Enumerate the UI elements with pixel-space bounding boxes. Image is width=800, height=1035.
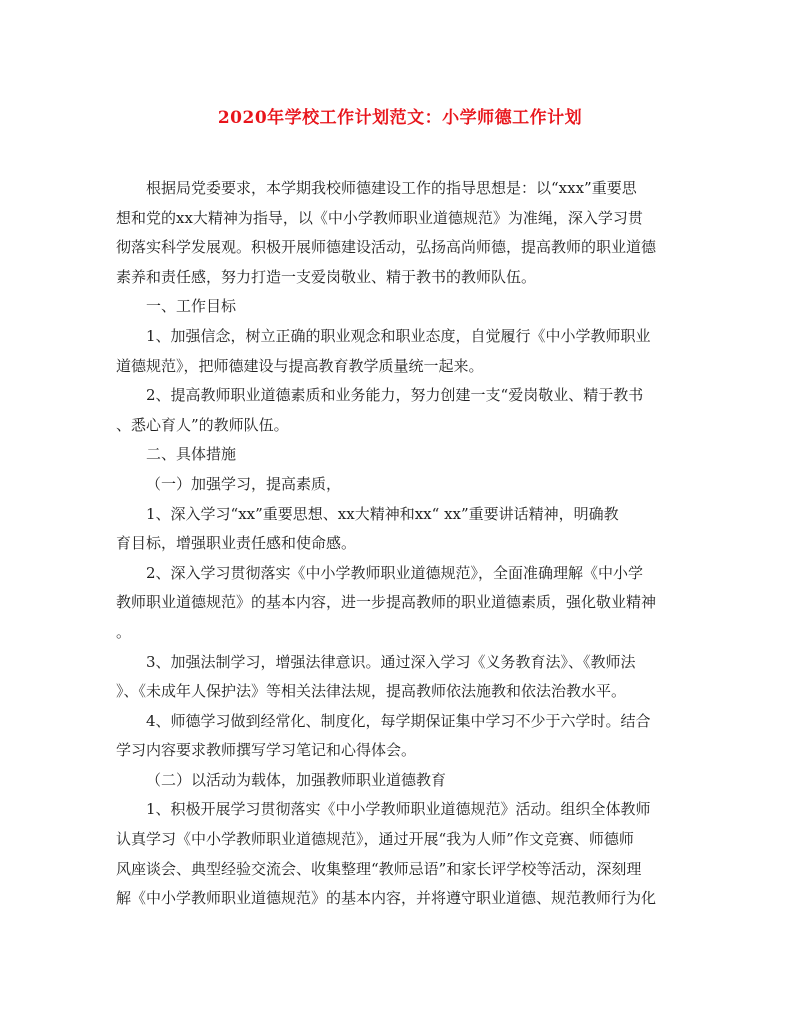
heading-work-goals: 一、工作目标: [146, 297, 237, 316]
document-body: [116, 174, 692, 914]
document-title: 2020年学校工作计划范文：小学师德工作计划: [217, 108, 583, 128]
paragraph-guiding-thought: 根据局党委要求，本学期我校师德建设工作的指导思想是：以“xxx”重要思 想和党的xx大精神为指导，以《中小学教师职业道德规范》为准绳，深入学习贯 彻落实科学发展观。积极开展师德建设活动，弘扬高尚师德，提高教师的职业道德 素养和责任感，努力打造一支爱岗敬业、精于教书的教师队伍。: [116, 179, 657, 286]
paragraph-study-1: 1、深入学习“xx”重要思想、xx大精神和xx“ xx”重要讲话精神，明确教 育目标，增强职业责任感和使命感。: [116, 504, 619, 553]
heading-specific-measures: 二、具体措施: [146, 445, 237, 464]
subheading-strengthen-study: （一）加强学习，提高素质，: [146, 474, 342, 493]
paragraph-study-4: 4、师德学习做到经常化、制度化，每学期保证集中学习不少于六学时。结合 学习内容要求教师撰写学习笔记和心得体会。: [116, 711, 651, 760]
paragraph-goal-1: 1、加强信念，树立正确的职业观念和职业态度，自觉履行《中小学教师职业 道德规范》，把师德建设与提高教育教学质量统一起来。: [116, 326, 651, 375]
paragraph-study-2: 2、深入学习贯彻落实《中小学教师职业道德规范》，全面准确理解《中小学 教师职业道德规范》的基本内容，进一步提高教师的职业道德素质，强化敬业精神 。: [116, 563, 657, 641]
paragraph-study-3: 3、加强法制学习，增强法律意识。通过深入学习《义务教育法》、《教师法 》、《未成年人保护法》等相关法律法规，提高教师依法施教和依法治教水平。: [116, 652, 636, 701]
paragraph-goal-2: 2、提高教师职业道德素质和业务能力，努力创建一支“爱岗敬业、精于教书 、悉心育人”的教师队伍。: [116, 386, 644, 434]
paragraph-activity-1: 1、积极开展学习贯彻落实《中小学教师职业道德规范》活动。组织全体教师 认真学习《中小学教师职业道德规范》，通过开展“我为人师”作文竞赛、师德师 风座谈会、典型经验交流会、收集整理“教师忌语”和家长评学校等活动，深刻理 解《中小学教师职业道德规范》的基本内容，并将遵守职业道德、规范教师行为化: [116, 800, 657, 908]
subheading-activities: （二）以活动为载体，加强教师职业道德教育: [146, 770, 447, 789]
